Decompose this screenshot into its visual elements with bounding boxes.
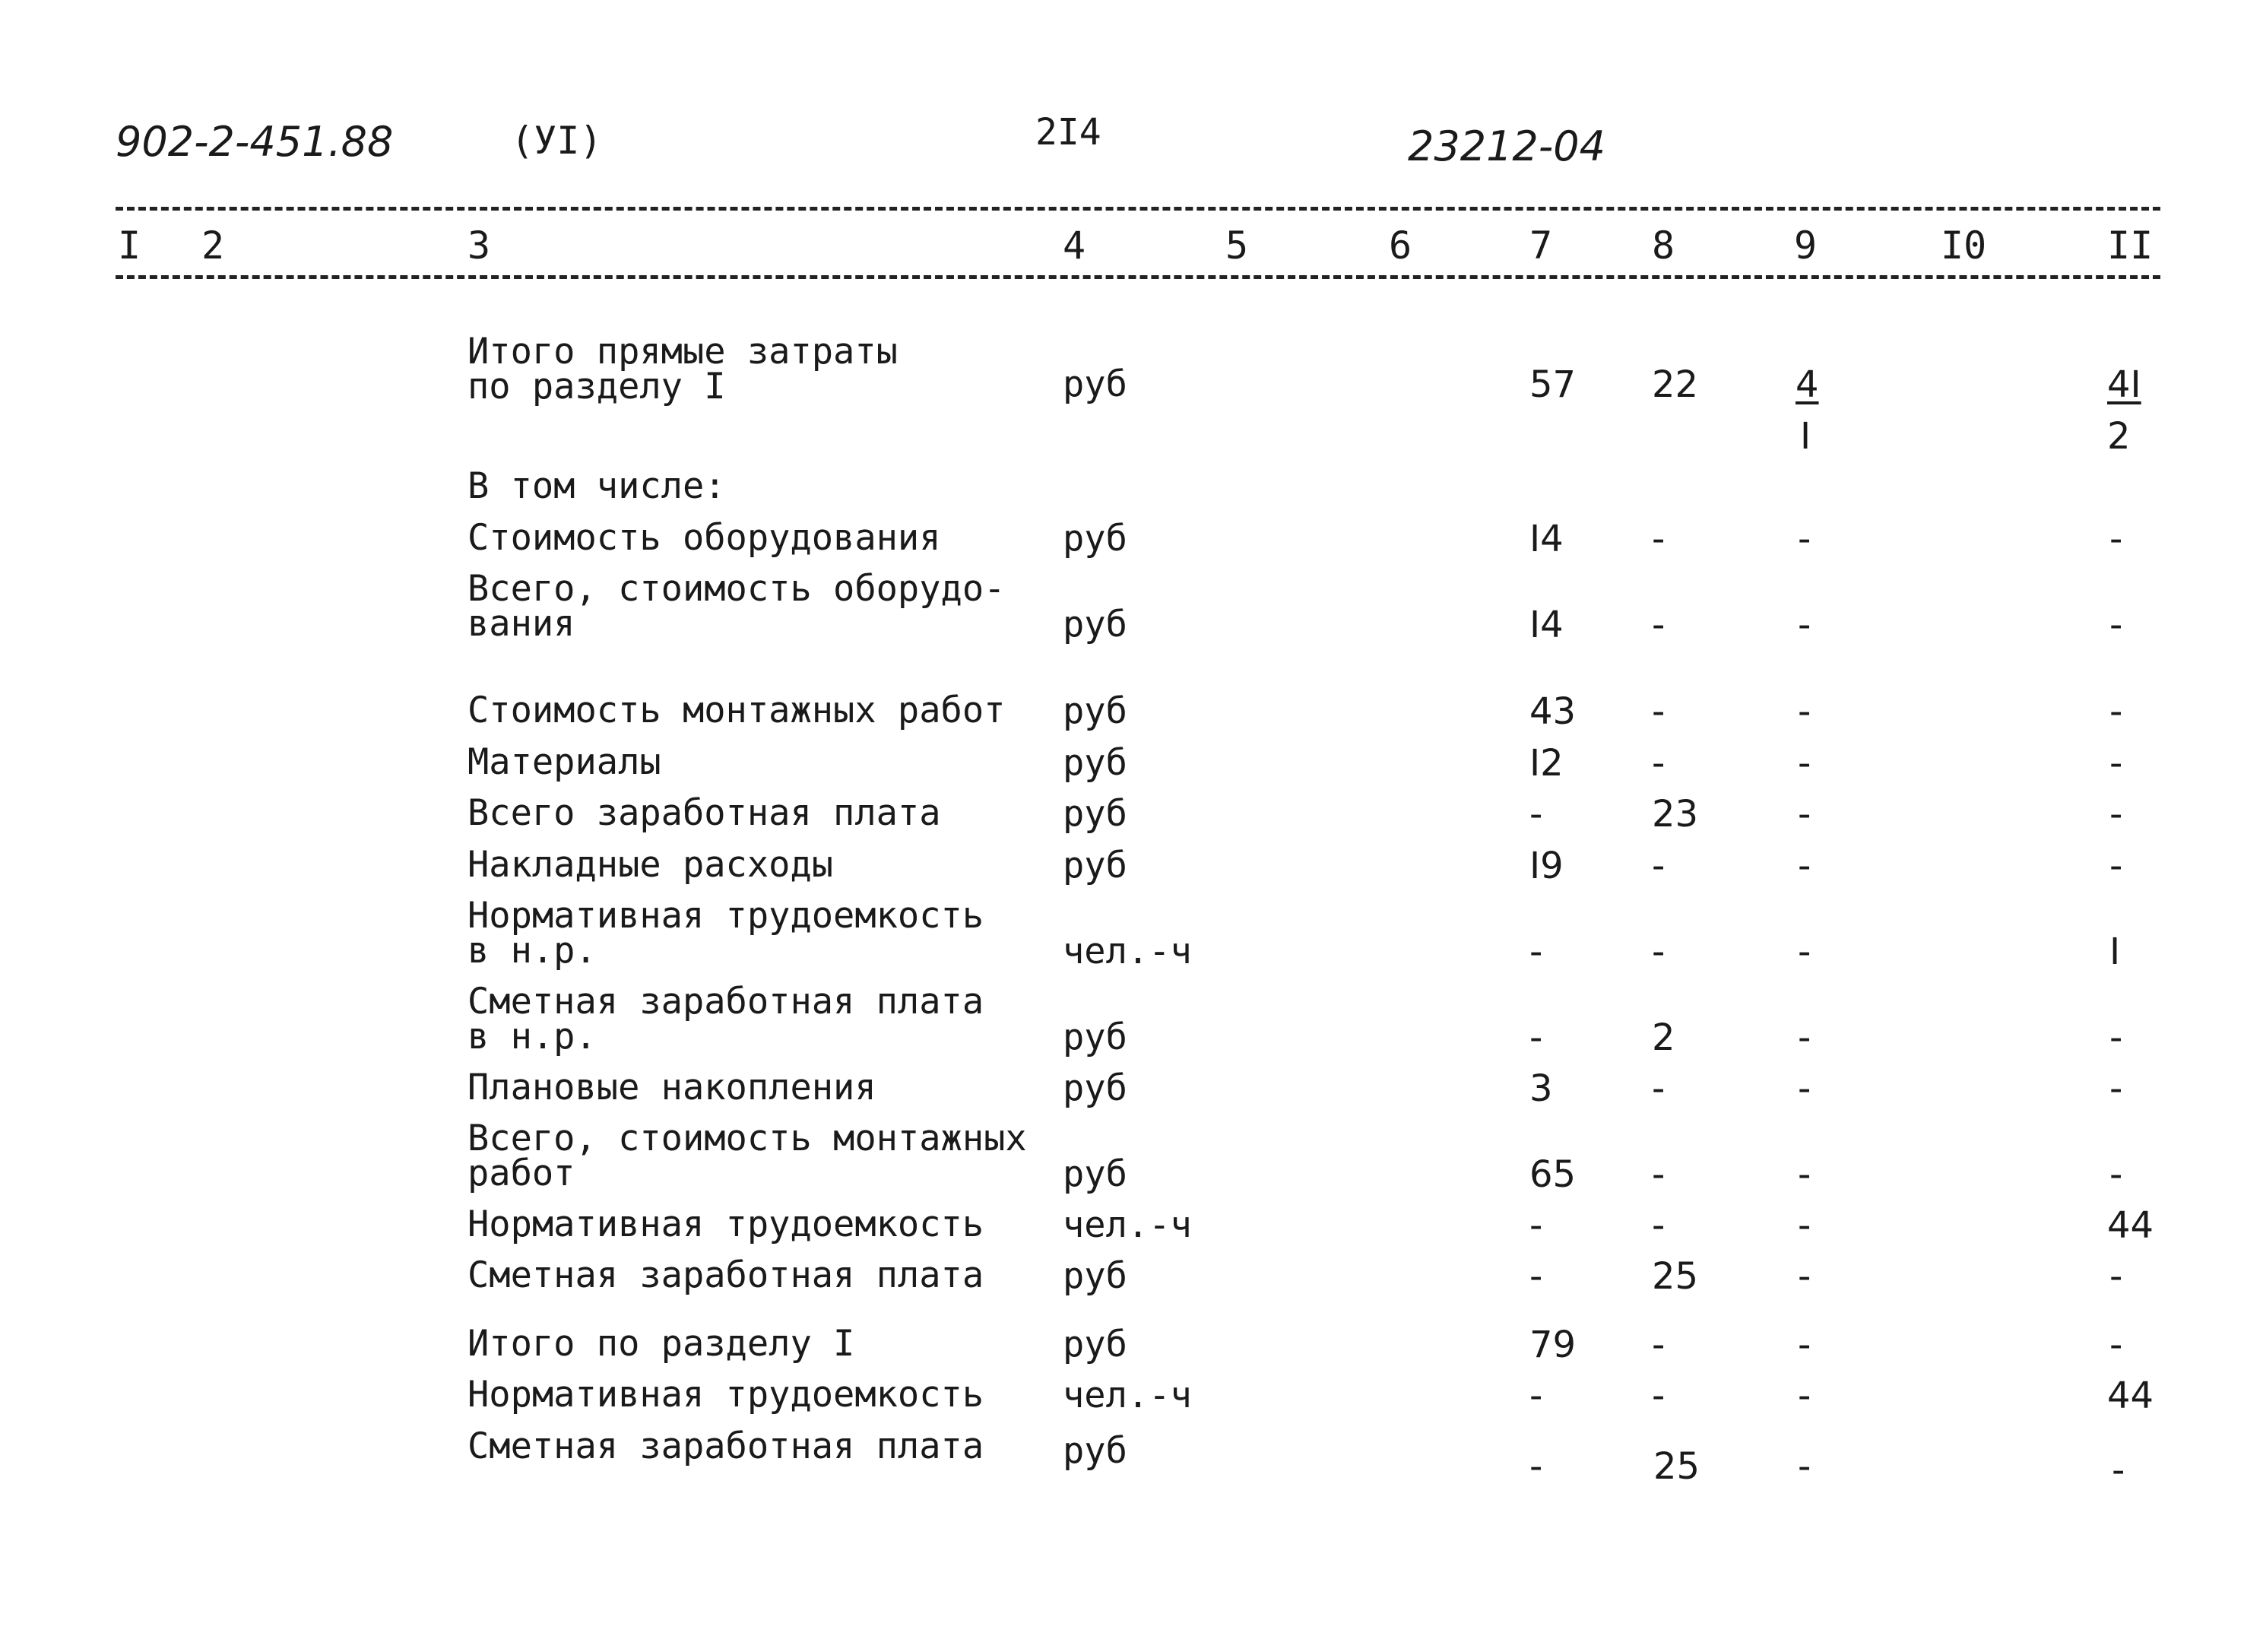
document-number: 902-2-451.88 (116, 118, 394, 166)
cell-col11: - (2109, 604, 2123, 646)
row-label: Всего, стоимость оборудо- вания (467, 568, 1006, 645)
cell-col11: - (2112, 1449, 2125, 1492)
cell-col8: - (1652, 1153, 1666, 1196)
cell-col11: - (2109, 1016, 2123, 1059)
cell-col7: I2 (1529, 742, 1564, 785)
cell-col9: - (1798, 742, 1811, 785)
cell-col7: I4 (1529, 604, 1564, 646)
column-number: 7 (1529, 224, 1553, 268)
row-unit: руб (1063, 604, 1127, 645)
cell-col11: - (2109, 845, 2123, 887)
cell-col9: - (1798, 793, 1811, 836)
cell-col9: - (1798, 845, 1811, 887)
cell-col9-denominator: I (1800, 415, 1811, 458)
row-unit: руб (1063, 690, 1127, 732)
row-label: В том числе: (467, 465, 726, 507)
document-part: (УI) (511, 119, 603, 163)
row-unit: руб (1063, 1324, 1127, 1365)
row-label: Итого по разделу I (467, 1323, 855, 1365)
row-label: Накладные расходы (467, 844, 834, 886)
cell-col8: - (1652, 1324, 1666, 1366)
column-number: I (118, 224, 141, 268)
row-label: Нормативная трудоемкость в н.р. (467, 895, 984, 972)
column-number: 3 (467, 224, 491, 268)
cell-col9: - (1798, 1255, 1811, 1298)
row-unit: руб (1063, 1016, 1127, 1058)
cell-col8: - (1652, 742, 1666, 785)
cell-col11: - (2109, 793, 2123, 836)
cell-col9: - (1798, 1016, 1811, 1059)
row-label: Сметная заработная плата (467, 1425, 984, 1467)
row-label: Нормативная трудоемкость (467, 1203, 984, 1245)
cell-col11: - (2109, 518, 2123, 560)
cell-col9: - (1798, 1204, 1811, 1247)
header-top-rule (116, 207, 2160, 211)
row-unit: руб (1063, 1067, 1127, 1109)
cell-col8: 25 (1652, 1255, 1699, 1298)
column-number: 8 (1652, 224, 1675, 268)
cell-col7: - (1529, 931, 1543, 973)
row-label: Сметная заработная плата в н.р. (467, 981, 984, 1057)
cell-col11: 44 (2107, 1204, 2154, 1247)
column-number: 2 (201, 224, 225, 268)
cell-col8: 2 (1652, 1016, 1675, 1059)
cell-col8: - (1652, 604, 1666, 646)
row-label: Стоимость оборудования (467, 517, 941, 559)
column-number: 4 (1063, 224, 1086, 268)
row-unit: руб (1063, 845, 1127, 886)
cell-col9: - (1798, 518, 1811, 560)
column-number: 6 (1389, 224, 1412, 268)
row-label: Плановые накопления (467, 1067, 876, 1108)
page-number: 2I4 (1035, 111, 1101, 154)
cell-col8: - (1652, 931, 1666, 973)
row-label: Нормативная трудоемкость (467, 1374, 984, 1416)
row-unit: руб (1063, 1430, 1127, 1472)
cell-col8: - (1652, 1067, 1666, 1110)
cell-col7: 57 (1529, 363, 1577, 406)
cell-col8: 22 (1652, 363, 1699, 406)
cell-col11-numerator: 4I (2107, 363, 2141, 406)
row-label: Сметная заработная плата (467, 1254, 984, 1296)
cell-col11: - (2109, 1255, 2123, 1298)
row-unit: чел.-ч (1063, 1375, 1192, 1416)
cell-col11: - (2109, 1324, 2123, 1366)
document-code: 23212-04 (1408, 122, 1605, 170)
cell-col9-numerator: 4 (1796, 363, 1819, 406)
row-unit: руб (1063, 1255, 1127, 1297)
cell-col8: - (1652, 690, 1666, 733)
header-bottom-rule (116, 275, 2160, 279)
row-unit: чел.-ч (1063, 931, 1192, 972)
cell-col8: 25 (1653, 1445, 1700, 1488)
cell-col8: - (1652, 1204, 1666, 1247)
row-unit: руб (1063, 363, 1127, 405)
cell-col9: - (1798, 1324, 1811, 1366)
cell-col9: - (1798, 1067, 1811, 1110)
cell-col11: - (2109, 1067, 2123, 1110)
column-number: II (2107, 224, 2154, 268)
cell-col7: I4 (1529, 518, 1564, 560)
column-number: 5 (1225, 224, 1249, 268)
cell-col7: 79 (1529, 1324, 1577, 1366)
cell-col11-denominator: 2 (2107, 415, 2131, 458)
row-unit: руб (1063, 742, 1127, 784)
cell-col8: - (1652, 845, 1666, 887)
cell-col8: - (1652, 1375, 1666, 1417)
cell-col7: 65 (1529, 1153, 1577, 1196)
cell-col11: - (2109, 690, 2123, 733)
cell-col11: 44 (2107, 1375, 2154, 1417)
row-unit: руб (1063, 793, 1127, 835)
cell-col9: - (1798, 690, 1811, 733)
cell-col9: - (1798, 1375, 1811, 1417)
cell-col9: - (1798, 1153, 1811, 1196)
cell-col7: - (1529, 1445, 1543, 1488)
row-unit: руб (1063, 1153, 1127, 1195)
column-number: I0 (1941, 224, 1987, 268)
row-label: Итого прямые затраты по разделу I (467, 331, 898, 407)
cell-col7: 3 (1529, 1067, 1553, 1110)
row-label: Всего заработная плата (467, 792, 941, 834)
cell-col11: - (2109, 1153, 2123, 1196)
row-unit: руб (1063, 518, 1127, 560)
cell-col8: 23 (1652, 793, 1699, 836)
cell-col9: - (1798, 1445, 1811, 1488)
row-label: Всего, стоимость монтажных работ (467, 1118, 1027, 1194)
cell-col7: - (1529, 1375, 1543, 1417)
column-number: 9 (1794, 224, 1818, 268)
cell-col11: - (2109, 742, 2123, 785)
cell-col7: I9 (1529, 845, 1564, 887)
row-label: Материалы (467, 741, 661, 783)
row-label: Стоимость монтажных работ (467, 690, 1006, 731)
cell-col9: - (1798, 604, 1811, 646)
cell-col7: - (1529, 1255, 1543, 1298)
cell-col7: - (1529, 793, 1543, 836)
cell-col8: - (1652, 518, 1666, 560)
cell-col9: - (1798, 931, 1811, 973)
cell-col11: I (2109, 931, 2121, 973)
cell-col7: - (1529, 1016, 1543, 1059)
row-unit: чел.-ч (1063, 1204, 1192, 1246)
cell-col7: - (1529, 1204, 1543, 1247)
cell-col7: 43 (1529, 690, 1577, 733)
